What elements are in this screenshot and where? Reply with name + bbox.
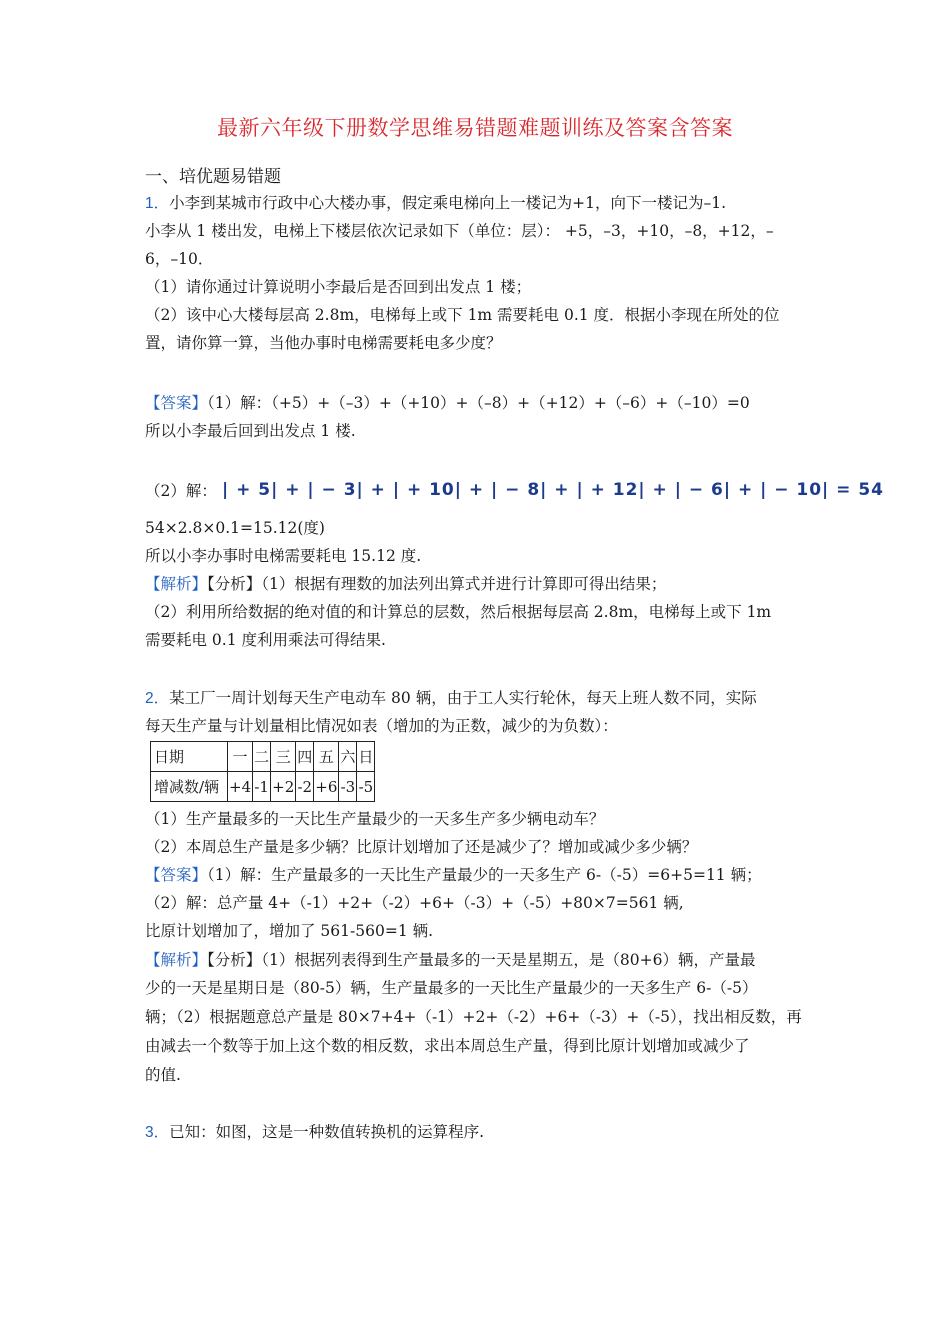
- table-cell: -5: [357, 772, 375, 802]
- table-cell: -3: [339, 772, 357, 802]
- q2-number: 2．: [145, 690, 170, 707]
- table-cell: +2: [271, 772, 296, 802]
- table-cell: 日: [357, 742, 375, 772]
- q1-answer-1: [145, 392, 750, 414]
- q1-line-1: [145, 192, 726, 215]
- q2-analysis-2: 少的一天是星期日是（80-5）辆，生产量最多的一天比生产量最少的一天多生产 6-（-5）: [145, 979, 758, 997]
- q2-analysis-5: 的值.: [145, 1066, 181, 1084]
- answer-tag: 【答案】: [145, 866, 208, 884]
- q1-text-1: 小李到某城市行政中心大楼办事，假定乘电梯向上一楼记为+1，向下一楼记为–1.: [169, 194, 727, 212]
- q2-line-3: （1）生产量最多的一天比生产量最少的一天多生产多少辆电动车？: [145, 810, 605, 828]
- section-heading: 一、培优题易错题: [145, 167, 281, 187]
- q2-answer-2: （2）解：总产量 4+（-1）+2+（-2）+6+（-3）+（-5）+80×7=561 辆,: [145, 894, 684, 912]
- table-cell: 三: [271, 742, 296, 772]
- q1-analysis-1: [145, 573, 666, 595]
- q2-analysis-4: 由减去一个数等于加上这个数的相反数，求出本周总生产量，得到比原计划增加或减少了: [145, 1037, 750, 1055]
- production-table: [150, 741, 375, 802]
- table-cell: 日期: [151, 742, 228, 772]
- q1-number: 1．: [145, 195, 170, 212]
- page-title: 最新六年级下册数学思维易错题难题训练及答案含答案: [217, 116, 733, 140]
- q2-answer-1: [145, 864, 762, 886]
- q1-analysis-text-1: 【分析】（1）根据有理数的加法列出算式并进行计算即可得出结果；: [207, 575, 667, 593]
- table-cell: -1: [253, 772, 271, 802]
- q1-line-5: （2）该中心大楼每层高 2.8m，电梯每上或下 1m 需要耗电 0.1 度．根据小李现在所处的位: [145, 306, 780, 324]
- q1-analysis-2: （2）利用所给数据的绝对值的和计算总的层数，然后根据每层高 2.8m，电梯每上或下 1m: [145, 603, 772, 621]
- table-cell: 二: [253, 742, 271, 772]
- table-row: [151, 772, 375, 802]
- table-cell: 增减数/辆: [151, 772, 228, 802]
- q2-answer-text-1: （1）解：生产量最多的一天比生产量最少的一天多生产 6-（-5）=6+5=11 辆；: [207, 866, 762, 884]
- q1-line-2: 小李从 1 楼出发，电梯上下楼层依次记录如下（单位：层）： +5，–3，+10，–8，+12，–: [145, 222, 774, 240]
- table-cell: 四: [296, 742, 314, 772]
- q2-line-2: 每天生产量与计划量相比情况如表（增加的为正数，减少的为负数）：: [145, 717, 618, 735]
- table-cell: 五: [314, 742, 339, 772]
- q1-answer-2: 所以小李最后回到出发点 1 楼.: [145, 422, 356, 440]
- q1-line-3: 6，–10．: [145, 250, 214, 268]
- analysis-tag: 【解析】: [145, 951, 208, 969]
- table-row: [151, 742, 375, 772]
- q3-number: 3．: [145, 1124, 170, 1141]
- q1-analysis-3: 需要耗电 0.1 度利用乘法可得结果.: [145, 631, 386, 649]
- answer-tag: 【答案】: [145, 394, 208, 412]
- q2-answer-3: 比原计划增加了，增加了 561-560=1 辆.: [145, 922, 434, 940]
- q3-line-1: [145, 1121, 484, 1144]
- q1-answer-4: 54×2.8×0.1=15.12(度): [145, 519, 325, 537]
- table-cell: 六: [339, 742, 357, 772]
- q3-text-1: 已知：如图，这是一种数值转换机的运算程序.: [169, 1123, 485, 1141]
- q2-analysis-text-1: 【分析】（1）根据列表得到生产量最多的一天是星期五，是（80+6）辆，产量最: [207, 951, 756, 969]
- q2-analysis-1: [145, 949, 755, 971]
- q2-line-1: [145, 687, 757, 710]
- q2-analysis-3: 辆；（2）根据题意总产量是 80×7+4+（-1）+2+（-2）+6+（-3）+（-5），找出相反数，再: [145, 1008, 802, 1026]
- table-cell: +4: [228, 772, 253, 802]
- q2-line-4: （2）本周总生产量是多少辆？比原计划增加了还是减少了？增加或减少多少辆？: [145, 838, 698, 856]
- table-cell: +6: [314, 772, 339, 802]
- q1-answer-5: 所以小李办事时电梯需要耗电 15.12 度.: [145, 547, 422, 565]
- q1-line-6: 置，请你算一算，当他办事时电梯需要耗电多少度？: [145, 334, 502, 352]
- q1-answer-3: （2）解：: [145, 482, 217, 500]
- q1-line-4: （1）请你通过计算说明小李最后是否回到出发点 1 楼；: [145, 278, 532, 296]
- table-cell: -2: [296, 772, 314, 802]
- table-cell: 一: [228, 742, 253, 772]
- q1-answer-text-1: （1）解：（+5）+（–3）+（+10）+（–8）+（+12）+（–6）+（–10）=0: [207, 394, 750, 412]
- analysis-tag: 【解析】: [145, 575, 208, 593]
- q1-math-expression: | + 5| + | − 3| + | + 10| + | − 8| + | + 12| + | − 6| + | − 10| = 54: [222, 480, 885, 500]
- q2-text-1: 某工厂一周计划每天生产电动车 80 辆，由于工人实行轮休，每天上班人数不同，实际: [169, 689, 757, 707]
